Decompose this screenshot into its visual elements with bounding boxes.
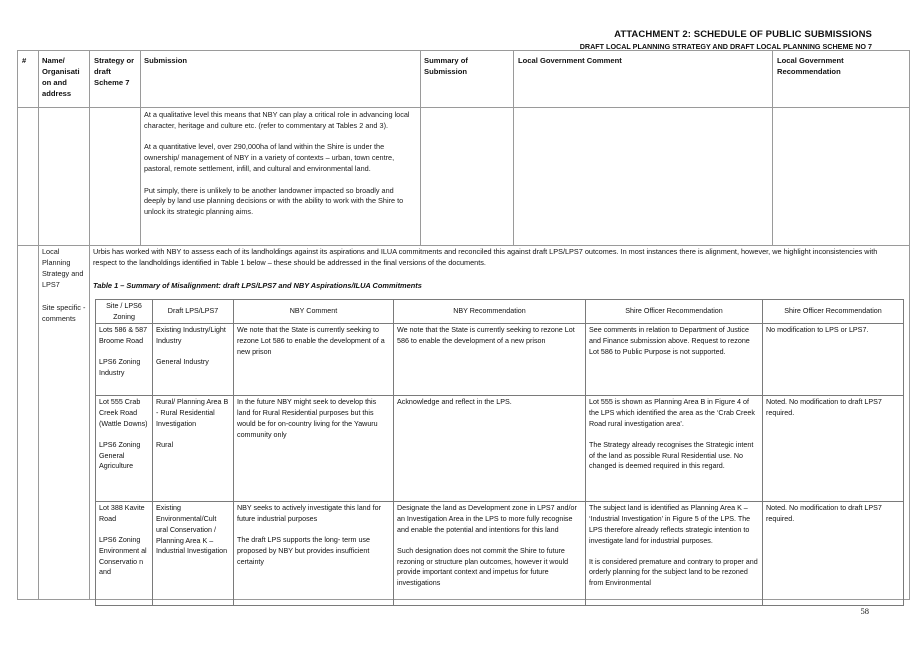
col-divider: [420, 51, 421, 245]
table-row: [96, 324, 904, 396]
cell-shire-recommendation: Noted. No modification to draft LPS7 required.: [763, 502, 904, 606]
cell-nby-comment: NBY seeks to actively investigate this land for future industrial purposes The draft LPS supports the long- term use proposed by NBY but provides insufficient certainty: [234, 502, 394, 606]
table-row: [96, 502, 904, 606]
cell-nby-comment: We note that the State is currently seeking to rezone Lot 586 to enable the development of a new prison: [234, 324, 394, 396]
th-nby-comment: NBY Comment: [234, 300, 394, 324]
th-draft: Draft LPS/LPS7: [153, 300, 234, 324]
urbis-intro-text: Urbis has worked with NBY to assess each of its landholdings against its aspirations and ILUA commitments and reconciled this against draft LPS/LPS7 outcomes. In most instances there is alignment, however, we highlight inconsistencies with respect to the landholdings identified in Table 1 below – these should be addressed in the final versions of the documents.: [93, 247, 878, 267]
col-header-lg-comment: Local Government Comment: [518, 56, 622, 65]
table-row: [96, 396, 904, 502]
cell-nby-recommendation: We note that the State is currently seeking to rezone Lot 586 to enable the development of a new prison: [394, 324, 586, 396]
col-header-name: Name/ Organisati on and address: [42, 56, 80, 98]
row-divider: [18, 107, 909, 108]
submission-text: [144, 110, 416, 229]
cell-draft: Existing Industry/Light Industry General Industry: [153, 324, 234, 396]
col-header-number: #: [22, 56, 27, 65]
cell-shire-recommendation: Noted. No modification to draft LPS7 required.: [763, 396, 904, 502]
col-divider: [140, 51, 141, 245]
cell-nby-recommendation: Acknowledge and reflect in the LPS.: [394, 396, 586, 502]
submission-paragraph: At a qualitative level this means that NBY can play a critical role in advancing local character, heritage and culture etc. (refer to commentary at Tables 2 and 3).: [144, 110, 410, 130]
cell-shire-recommendation: No modification to LPS or LPS7.: [763, 324, 904, 396]
col-divider: [513, 51, 514, 245]
submission-paragraph: Put simply, there is unlikely to be another landowner impacted so broadly and deeply by land use planning decisions or with the ability to work with the Shire to unlock its strategic planning aims.: [144, 185, 404, 217]
col-header-strategy: Strategy or draft Scheme 7: [94, 56, 135, 87]
cell-draft: Existing Environmental/Cult ural Conservation / Planning Area K – Industrial Investigation: [153, 502, 234, 606]
cell-site: Lot 388 Kavite Road LPS6 Zoning Environment al Conservatio n and: [96, 502, 153, 606]
th-site: Site / LPS6 Zoning: [96, 300, 153, 324]
cell-shire-comment: See comments in relation to Department of Justice and Finance submission above. Request to rezone Lot 586 to Public Purpose is not supported.: [586, 324, 763, 396]
cell-nby-comment: In the future NBY might seek to develop this land for Rural Residential purposes but this would be for on-country living for the Yawuru community only: [234, 396, 394, 502]
misalignment-table: [95, 299, 904, 606]
col-header-lg-recommendation: Local Government Recommendation: [777, 56, 844, 76]
col-divider: [38, 51, 39, 599]
site-specific-note: Site specific - comments: [42, 303, 86, 323]
col-header-submission: Submission: [144, 56, 188, 65]
cell-shire-comment: The subject land is identified as Planning Area K – ‘Industrial Investigation’ in Figure 5 of the LPS. The LPS therefore already reflects strategic intention to investigate land for industrial purposes. It is considered premature and contrary to proper and orderly planning for the subject land to be rezoned from Environmental: [586, 502, 763, 606]
col-divider: [772, 51, 773, 245]
table-1-caption: Table 1 – Summary of Misalignment: draft LPS/LPS7 and NBY Aspirations/ILUA Commitments: [93, 281, 422, 290]
misalignment-header-row: [96, 300, 904, 324]
cell-nby-recommendation: Designate the land as Development zone in LPS7 and/or an Investigation Area in the LPS to more fully recognise and enable the potential and intentions for this land Such designation does not commit the Shire to future rezoning or structure plan outcomes, however it would provide important context and impetus for future investigations: [394, 502, 586, 606]
cell-site: Lots 586 & 587 Broome Road LPS6 Zoning Industry: [96, 324, 153, 396]
cell-draft: Rural/ Planning Area B - Rural Residential Investigation Rural: [153, 396, 234, 502]
col-header-summary: Summary of Submission: [424, 56, 468, 76]
th-shire-recommendation: Shire Officer Recommendation: [763, 300, 904, 324]
row-divider: [18, 245, 909, 246]
submissions-table: [17, 50, 910, 600]
submitter-name: Local Planning Strategy and LPS7: [42, 247, 84, 289]
col-divider: [89, 51, 90, 599]
cell-site: Lot 555 Crab Creek Road (Wattle Downs) LPS6 Zoning General Agriculture: [96, 396, 153, 502]
attachment-subtitle: DRAFT LOCAL PLANNING STRATEGY AND DRAFT LOCAL PLANNING SCHEME NO 7: [579, 42, 872, 51]
th-nby-recommendation: NBY Recommendation: [394, 300, 586, 324]
submission-paragraph: At a quantitative level, over 290,000ha of land within the Shire is under the ownership/ management of NBY in a variety of contexts – urban, town centre, pastoral, remote settlement, infill, and cultural and environmental land.: [144, 142, 395, 174]
cell-shire-comment: Lot 555 is shown as Planning Area B in Figure 4 of the LPS which identified the area as the ‘Crab Creek Road rural investigation area’. The Strategy already recognises the Strategic intent of the land as possible Rural Residential use. No changed is deemed required in this regard.: [586, 396, 763, 502]
th-shire-comment: Shire Officer Recommendation: [586, 300, 763, 324]
attachment-title: ATTACHMENT 2: SCHEDULE OF PUBLIC SUBMISSIONS: [614, 29, 872, 40]
page-number: 58: [860, 606, 869, 616]
